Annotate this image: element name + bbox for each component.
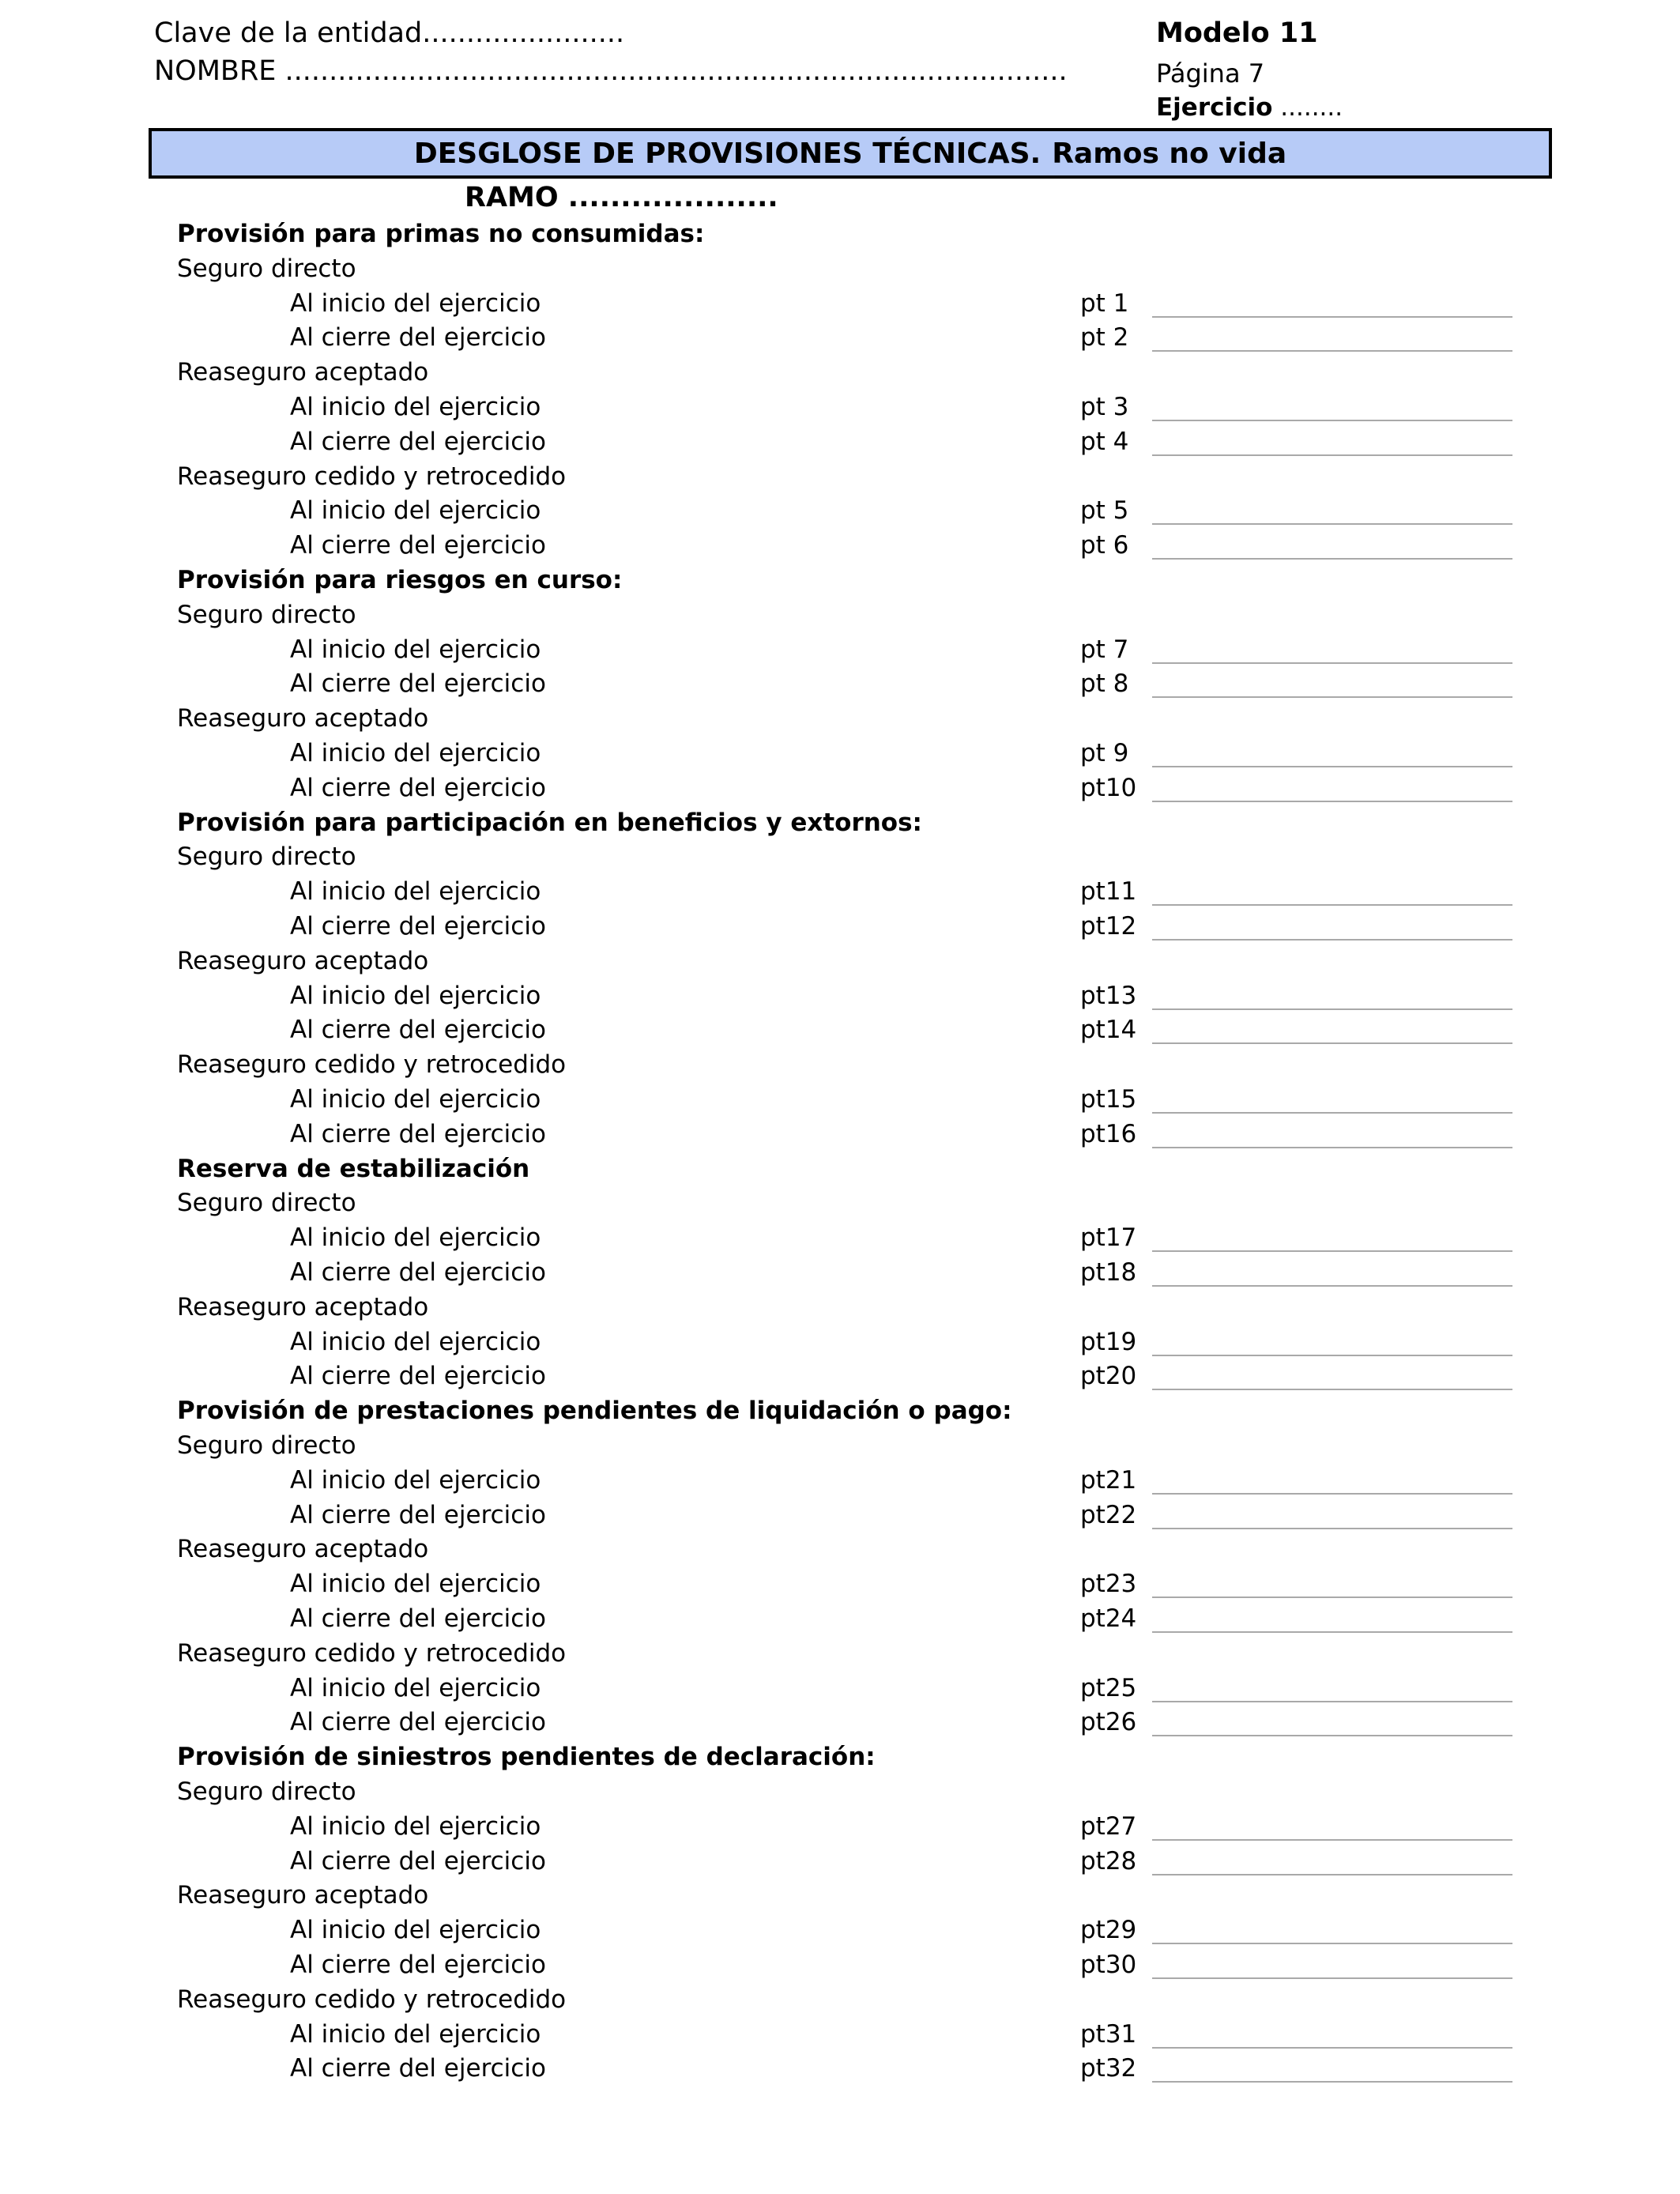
form-row (0, 424, 1680, 459)
group-title: Seguro directo (177, 1777, 356, 1806)
form-row (0, 632, 1680, 667)
form-row (0, 1671, 1680, 1706)
section-heading (0, 217, 1680, 251)
group-title: Seguro directo (177, 1189, 356, 1217)
row-label: Al cierre del ejercicio (290, 1120, 546, 1148)
row-label: Al cierre del ejercicio (290, 1847, 546, 1875)
amount-field[interactable] (1152, 396, 1512, 421)
section-title: Provisión de prestaciones pendientes de liquidación o pago: (177, 1397, 1012, 1425)
amount-field[interactable] (1152, 1365, 1512, 1390)
form-row (0, 1359, 1680, 1393)
row-code: pt 4 (1080, 428, 1129, 456)
form-row (0, 1947, 1680, 1982)
amount-field[interactable] (1152, 1850, 1512, 1875)
row-code: pt28 (1080, 1847, 1137, 1875)
amount-field[interactable] (1152, 1019, 1512, 1044)
group-title: Reaseguro aceptado (177, 704, 429, 733)
row-code: pt30 (1080, 1951, 1137, 1979)
row-code: pt 5 (1080, 496, 1129, 525)
amount-field[interactable] (1152, 1227, 1512, 1252)
form-row (0, 2051, 1680, 2086)
row-code: pt16 (1080, 1120, 1137, 1148)
group-heading (0, 459, 1680, 494)
form-row (0, 1498, 1680, 1532)
section-title: Reserva de estabilización (177, 1155, 530, 1183)
amount-field[interactable] (1152, 1711, 1512, 1736)
group-title: Reaseguro cedido y retrocedido (177, 462, 567, 491)
row-label: Al cierre del ejercicio (290, 2054, 546, 2083)
row-code: pt15 (1080, 1085, 1137, 1114)
amount-field[interactable] (1152, 2023, 1512, 2049)
form-row (0, 1082, 1680, 1117)
row-label: Al inicio del ejercicio (290, 1466, 541, 1495)
section-heading (0, 1393, 1680, 1428)
amount-field[interactable] (1152, 1469, 1512, 1495)
row-label: Al inicio del ejercicio (290, 1223, 541, 1252)
amount-field[interactable] (1152, 1815, 1512, 1841)
amount-field[interactable] (1152, 1573, 1512, 1598)
group-title: Reaseguro cedido y retrocedido (177, 1639, 567, 1668)
row-code: pt32 (1080, 2054, 1137, 2083)
row-label: Al inicio del ejercicio (290, 739, 541, 767)
group-title: Seguro directo (177, 843, 356, 871)
row-code: pt19 (1080, 1328, 1137, 1356)
form-row (0, 1566, 1680, 1601)
amount-field[interactable] (1152, 1331, 1512, 1356)
section-heading (0, 1152, 1680, 1186)
amount-field[interactable] (1152, 1608, 1512, 1633)
row-code: pt26 (1080, 1708, 1137, 1736)
amount-field[interactable] (1152, 880, 1512, 906)
section-title: Provisión para primas no consumidas: (177, 220, 705, 248)
amount-field[interactable] (1152, 1919, 1512, 1944)
row-label: Al cierre del ejercicio (290, 669, 546, 698)
row-label: Al inicio del ejercicio (290, 1085, 541, 1114)
row-label: Al inicio del ejercicio (290, 877, 541, 906)
form-row (0, 1809, 1680, 1844)
form-row (0, 286, 1680, 321)
group-heading (0, 1428, 1680, 1463)
amount-field[interactable] (1152, 1123, 1512, 1148)
amount-field[interactable] (1152, 639, 1512, 664)
row-code: pt 7 (1080, 635, 1129, 664)
row-label: Al cierre del ejercicio (290, 1604, 546, 1633)
form-row (0, 1705, 1680, 1740)
group-heading (0, 251, 1680, 286)
row-code: pt29 (1080, 1916, 1137, 1944)
amount-field[interactable] (1152, 499, 1512, 525)
row-label: Al cierre del ejercicio (290, 912, 546, 941)
row-code: pt25 (1080, 1674, 1137, 1702)
row-label: Al cierre del ejercicio (290, 1258, 546, 1287)
section-heading (0, 1740, 1680, 1774)
row-label: Al inicio del ejercicio (290, 393, 541, 421)
amount-field[interactable] (1152, 1261, 1512, 1287)
row-label: Al cierre del ejercicio (290, 323, 546, 352)
form-row (0, 1012, 1680, 1047)
row-label: Al inicio del ejercicio (290, 2020, 541, 2049)
group-title: Reaseguro aceptado (177, 1535, 429, 1563)
nombre-label: NOMBRE ......................................................................................... (154, 55, 1068, 87)
group-heading (0, 839, 1680, 874)
group-heading (0, 1186, 1680, 1220)
form-row (0, 666, 1680, 701)
group-heading (0, 1290, 1680, 1325)
section-title: Provisión para participación en beneficios y extornos: (177, 809, 922, 837)
amount-field[interactable] (1152, 534, 1512, 560)
row-label: Al cierre del ejercicio (290, 1708, 546, 1736)
amount-field[interactable] (1152, 985, 1512, 1010)
row-label: Al cierre del ejercicio (290, 1501, 546, 1529)
form-row (0, 1220, 1680, 1255)
row-label: Al cierre del ejercicio (290, 774, 546, 802)
ejercicio-dots: ........ (1280, 93, 1343, 122)
group-title: Reaseguro cedido y retrocedido (177, 1985, 567, 2014)
row-code: pt21 (1080, 1466, 1137, 1495)
form-row (0, 1844, 1680, 1879)
form-row (0, 1601, 1680, 1636)
form-row (0, 390, 1680, 424)
banner-title: DESGLOSE DE PROVISIONES TÉCNICAS. (413, 137, 1042, 170)
form-row (0, 2017, 1680, 2052)
row-label: Al cierre del ejercicio (290, 1362, 546, 1390)
group-heading (0, 1982, 1680, 2017)
amount-field[interactable] (1152, 915, 1512, 941)
group-title: Seguro directo (177, 601, 356, 629)
row-label: Al inicio del ejercicio (290, 1570, 541, 1598)
row-label: Al inicio del ejercicio (290, 1916, 541, 1944)
clave-entidad-label: Clave de la entidad....................... (154, 17, 625, 49)
row-code: pt 3 (1080, 393, 1129, 421)
amount-field[interactable] (1152, 1088, 1512, 1114)
group-title: Reaseguro aceptado (177, 947, 429, 975)
form-row (0, 771, 1680, 805)
group-title: Seguro directo (177, 1431, 356, 1460)
form-row (0, 1117, 1680, 1152)
row-code: pt 9 (1080, 739, 1129, 767)
amount-field[interactable] (1152, 292, 1512, 318)
group-heading (0, 1047, 1680, 1082)
amount-field[interactable] (1152, 1504, 1512, 1529)
amount-field[interactable] (1152, 673, 1512, 698)
section-title: Provisión para riesgos en curso: (177, 566, 623, 594)
row-code: pt 8 (1080, 669, 1129, 698)
form-row (0, 736, 1680, 771)
row-label: Al inicio del ejercicio (290, 1812, 541, 1841)
group-heading (0, 701, 1680, 736)
group-title: Reaseguro aceptado (177, 358, 429, 386)
row-label: Al inicio del ejercicio (290, 496, 541, 525)
row-code: pt23 (1080, 1570, 1137, 1598)
row-code: pt13 (1080, 982, 1137, 1010)
amount-field[interactable] (1152, 742, 1512, 767)
row-label: Al cierre del ejercicio (290, 428, 546, 456)
form-row (0, 320, 1680, 355)
form-row (0, 978, 1680, 1013)
group-heading (0, 598, 1680, 632)
amount-field[interactable] (1152, 777, 1512, 802)
row-code: pt24 (1080, 1604, 1137, 1633)
amount-field[interactable] (1152, 1954, 1512, 1979)
row-label: Al cierre del ejercicio (290, 1016, 546, 1044)
form-row (0, 1325, 1680, 1359)
row-label: Al inicio del ejercicio (290, 1674, 541, 1702)
group-heading (0, 944, 1680, 978)
form-row (0, 874, 1680, 909)
row-code: pt 2 (1080, 323, 1129, 352)
group-heading (0, 1532, 1680, 1566)
group-heading (0, 355, 1680, 390)
amount-field[interactable] (1152, 431, 1512, 456)
amount-field[interactable] (1152, 326, 1512, 352)
ramo-label: RAMO .................... (465, 182, 778, 213)
form-row (0, 909, 1680, 944)
form-row (0, 493, 1680, 528)
group-heading (0, 1878, 1680, 1913)
group-title: Reaseguro aceptado (177, 1293, 429, 1321)
amount-field[interactable] (1152, 1677, 1512, 1702)
form-row (0, 528, 1680, 563)
group-title: Reaseguro aceptado (177, 1881, 429, 1909)
row-label: Al inicio del ejercicio (290, 1328, 541, 1356)
row-code: pt17 (1080, 1223, 1137, 1252)
pagina-label: Página 7 (1156, 58, 1265, 89)
section-heading (0, 805, 1680, 840)
row-code: pt18 (1080, 1258, 1137, 1287)
section-title: Provisión de siniestros pendientes de declaración: (177, 1743, 876, 1771)
amount-field[interactable] (1152, 2057, 1512, 2083)
section-heading (0, 563, 1680, 598)
form-row (0, 1913, 1680, 1947)
row-code: pt10 (1080, 774, 1137, 802)
row-code: pt 6 (1080, 531, 1129, 560)
row-label: Al cierre del ejercicio (290, 1951, 546, 1979)
group-heading (0, 1636, 1680, 1671)
group-heading (0, 1774, 1680, 1809)
row-code: pt14 (1080, 1016, 1137, 1044)
row-code: pt11 (1080, 877, 1137, 906)
row-code: pt22 (1080, 1501, 1137, 1529)
form-row (0, 1255, 1680, 1290)
row-label: Al inicio del ejercicio (290, 982, 541, 1010)
ejercicio-label: Ejercicio (1156, 93, 1273, 122)
row-label: Al inicio del ejercicio (290, 635, 541, 664)
form-row (0, 1463, 1680, 1498)
group-title: Reaseguro cedido y retrocedido (177, 1050, 567, 1079)
row-label: Al inicio del ejercicio (290, 289, 541, 318)
row-code: pt27 (1080, 1812, 1137, 1841)
row-code: pt12 (1080, 912, 1137, 941)
row-label: Al cierre del ejercicio (290, 531, 546, 560)
row-code: pt31 (1080, 2020, 1137, 2049)
banner-subtitle: Ramos no vida (1052, 137, 1287, 170)
row-code: pt 1 (1080, 289, 1129, 318)
modelo-label: Modelo 11 (1156, 17, 1318, 49)
row-code: pt20 (1080, 1362, 1137, 1390)
group-title: Seguro directo (177, 254, 356, 283)
